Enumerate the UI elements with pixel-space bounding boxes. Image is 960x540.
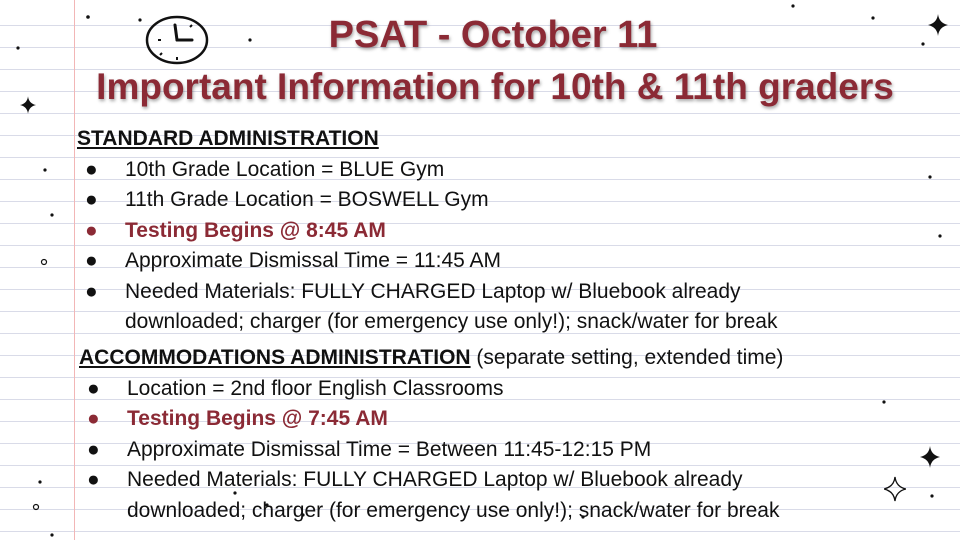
bullet-icon: ● (87, 468, 100, 491)
list-item: ● 11th Grade Location = BOSWELL Gym (77, 185, 778, 216)
page-title: PSAT - October 11 (328, 14, 658, 56)
bullet-icon: ● (85, 218, 98, 242)
list-item-continuation: downloaded; charger (for emergency use only!); snack/water for break (125, 310, 778, 333)
list-item: ● Approximate Dismissal Time = 11:45 AM (77, 246, 778, 277)
accommodations-list (79, 374, 783, 527)
section-heading (79, 343, 783, 374)
list-item: ● Needed Materials: FULLY CHARGED Laptop w/ Bluebook already (77, 277, 778, 308)
list-item-continuation: downloaded; charger (for emergency use only!); snack/water for break (127, 498, 780, 522)
bullet-icon: ● (85, 188, 98, 211)
page-subtitle: Important Information for 10th & 11th graders (96, 66, 894, 107)
list-item: ● Approximate Dismissal Time = Between 11:45-12:15 PM (79, 435, 783, 466)
list-item: ● Location = 2nd floor English Classrooms (79, 374, 783, 405)
accommodations-heading: ACCOMMODATIONS ADMINISTRATION (79, 346, 471, 369)
standard-administration-section (77, 124, 778, 338)
section-heading (77, 124, 778, 155)
bullet-icon: ● (85, 249, 98, 272)
standard-heading: STANDARD ADMINISTRATION (77, 127, 379, 150)
bullet-icon: ● (87, 437, 100, 461)
list-item-highlight: ● Testing Begins @ 8:45 AM (77, 216, 778, 247)
bullet-icon: ● (85, 157, 98, 181)
list-item: ● 10th Grade Location = BLUE Gym (77, 155, 778, 186)
standard-list (77, 155, 778, 338)
list-item: ● Needed Materials: FULLY CHARGED Laptop w/ Bluebook already (79, 465, 783, 496)
list-item-highlight: ● Testing Begins @ 7:45 AM (79, 404, 783, 435)
bullet-icon: ● (85, 279, 98, 303)
accommodations-administration-section (79, 343, 783, 526)
bullet-icon: ● (87, 376, 100, 400)
accommodations-subtitle: (separate setting, extended time) (470, 346, 784, 369)
bullet-icon: ● (87, 407, 100, 430)
